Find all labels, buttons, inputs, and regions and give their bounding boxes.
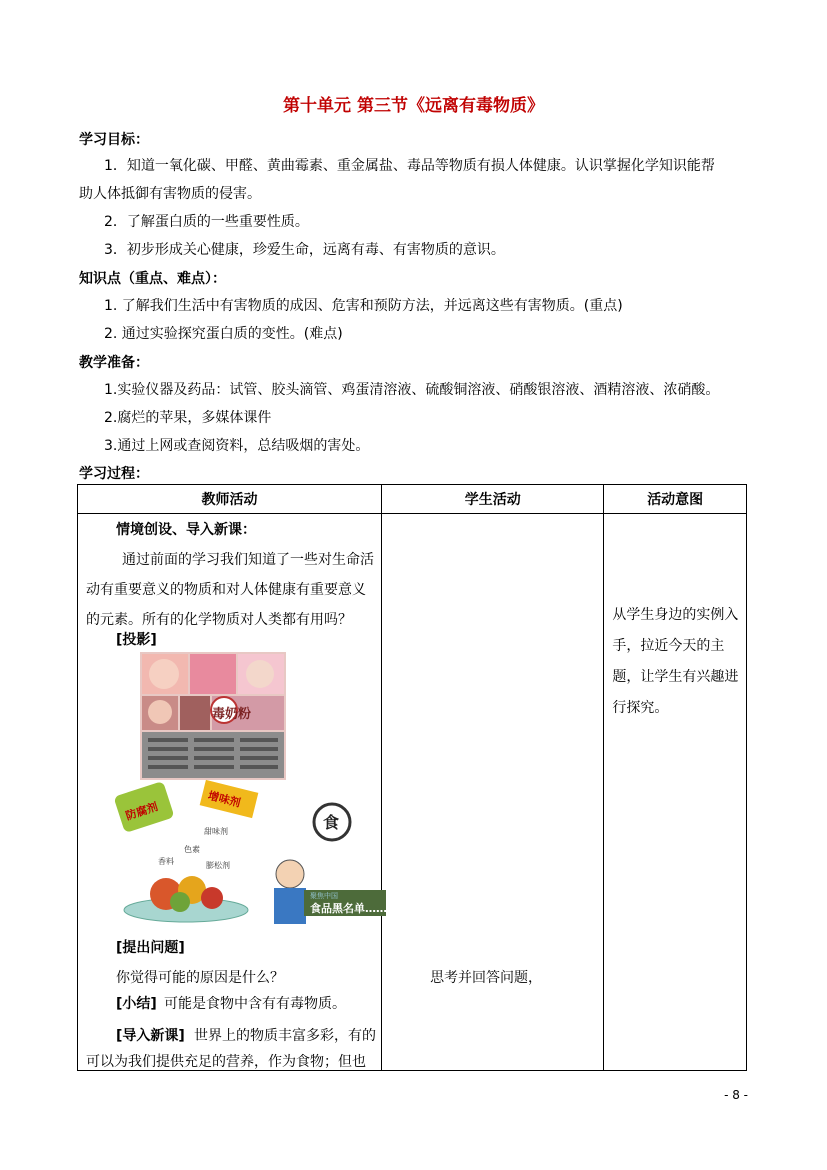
header-student: 学生活动 xyxy=(382,485,604,514)
banner-small-text: 聚焦中国 xyxy=(310,892,338,900)
milk-powder-caption: 毒奶粉 xyxy=(212,707,252,722)
intent-cell xyxy=(604,514,747,1071)
projection-label: [投影] xyxy=(116,632,157,648)
key-point-2: 2. 通过实验探究蛋白质的变性。(难点) xyxy=(104,326,343,342)
header-teacher: 教师活动 xyxy=(78,485,382,514)
lead-heading: [导入新课] xyxy=(116,1028,185,1044)
prep-1: 1.实验仪器及药品：试管、胶头滴管、鸡蛋清溶液、硫酸铜溶液、硝酸银溶液、酒精溶液、浓硝酸。 xyxy=(104,382,720,398)
lead-line-2: 可以为我们提供充足的营养，作为食物；但也 xyxy=(86,1054,366,1070)
student-activity: 思考并回答问题， xyxy=(430,970,543,986)
img-label-leavening: 膨松剂 xyxy=(206,861,230,870)
food-blacklist-cartoon-image xyxy=(114,782,387,928)
intro-line-2: 动有重要意义的物质和对人体健康有重要意义 xyxy=(86,582,366,598)
scene-heading: 情境创设、导入新课： xyxy=(116,522,256,538)
goal-1a: 1．知道一氧化碳、甲醛、黄曲霉素、重金属盐、毒品等物质有损人体健康。认识掌握化学知识能帮 xyxy=(104,158,715,174)
img-label-pigment: 色素 xyxy=(184,845,200,854)
img-label-preservative: 防腐剂 xyxy=(124,800,160,823)
summary-text: 可能是食物中含有有毒物质。 xyxy=(164,996,346,1012)
process-heading: 学习过程： xyxy=(79,466,149,482)
key-point-1: 1. 了解我们生活中有害物质的成因、危害和预防方法，并远离这些有害物质。(重点) xyxy=(104,298,623,314)
question-text: 你觉得可能的原因是什么？ xyxy=(116,970,284,986)
prep-2: 2.腐烂的苹果，多媒体课件 xyxy=(104,410,272,426)
summary-heading: [小结] xyxy=(116,996,157,1012)
img-label-flavor: 增味剂 xyxy=(206,789,242,810)
lead-line-1: 世界上的物质丰富多彩，有的 xyxy=(194,1028,376,1044)
milk-powder-collage-image xyxy=(140,652,286,780)
intro-line-1: 通过前面的学习我们知道了一些对生命活 xyxy=(122,552,374,568)
img-label-spice: 香料 xyxy=(158,857,174,866)
teacher-cell xyxy=(78,514,387,1071)
img-label-sweetener: 甜味剂 xyxy=(204,827,228,836)
stamp-icon: 食 xyxy=(323,813,340,832)
goals-heading: 学习目标： xyxy=(79,132,149,148)
header-intent: 活动意图 xyxy=(604,485,747,514)
banner-text: 食品黑名单…… xyxy=(310,902,387,915)
intent-text: 从学生身边的实例入手，拉近今天的主题，让学生有兴趣进行探究。 xyxy=(612,607,739,716)
student-cell xyxy=(382,514,604,1071)
table-row xyxy=(78,514,747,1071)
process-table xyxy=(77,484,747,1071)
page-number: - 8 - xyxy=(724,1088,748,1102)
preparation-heading: 教学准备： xyxy=(79,355,149,371)
page-title: 第十单元 第三节《远离有毒物质》 xyxy=(283,96,544,116)
intro-line-3: 的元素。所有的化学物质对人类都有用吗？ xyxy=(86,612,352,628)
goal-3: 3．初步形成关心健康，珍爱生命，远离有毒、有害物质的意识。 xyxy=(104,242,505,258)
question-heading: [提出问题] xyxy=(116,940,185,956)
table-header-row xyxy=(78,485,747,514)
prep-3: 3.通过上网或查阅资料，总结吸烟的害处。 xyxy=(104,438,370,454)
goal-1b: 助人体抵御有害物质的侵害。 xyxy=(79,186,261,202)
key-points-heading: 知识点（重点、难点）： xyxy=(79,271,226,287)
goal-2: 2．了解蛋白质的一些重要性质。 xyxy=(104,214,309,230)
